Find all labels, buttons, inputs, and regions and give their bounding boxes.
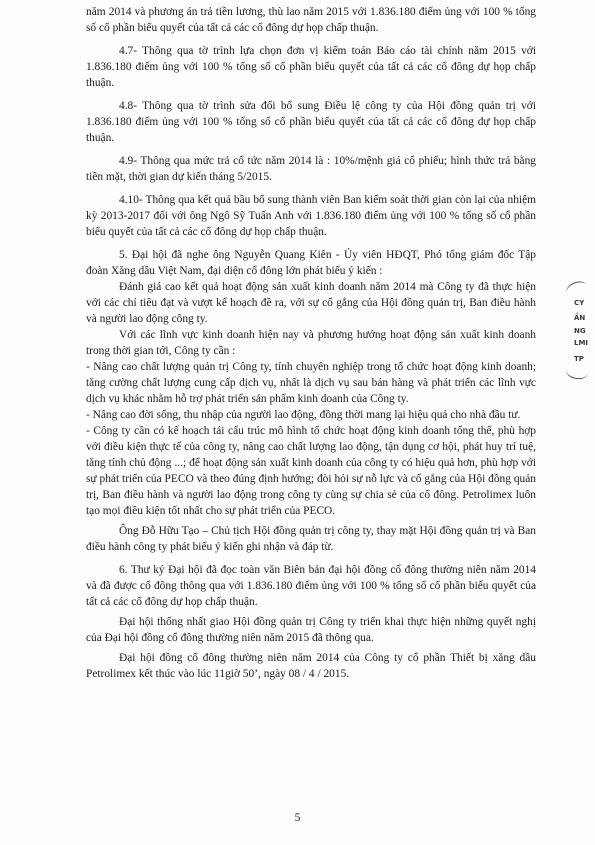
paragraph-4-10: 4.10- Thông qua kết quả bầu bổ sung thành viên Ban kiểm soát thời gian còn lại của nhiệm kỳ 2013-2017 đối với ông Ngô Sỹ Tuấn Anh với 1.836.180 điểm ủng với 100 % tổng số cổ phần biểu quyết của tất cả các cổ đông dự họp chấp thuận. xyxy=(86,194,536,238)
paragraph-4-8: 4.8- Thông qua tờ trình sửa đổi bổ sung Điều lệ công ty của Hội đồng quản trị với 1.836.180 điểm ủng với 100 % tổng số cổ phần biểu quyết của tất cả các cổ đông dự họp chấp thuận. xyxy=(86,100,536,144)
seal-text-line: CY xyxy=(574,299,585,307)
paragraph-directions: Với các lĩnh vực kinh doanh hiện nay và phương hướng hoạt động sản xuất kinh doanh trong thời gian tới, Công ty cần : xyxy=(86,329,536,357)
paragraph-4-7: 4.7- Thông qua tờ trình lựa chọn đơn vị kiểm toán Báo cáo tài chính năm 2015 với 1.836.180 điểm ủng với 100 % tổng số cổ phần biểu quyết của tất cả các cổ đông dự họp chấp thuận. xyxy=(86,45,536,89)
list-item-restructure: - Công ty cần có kế hoạch tái cấu trúc mô hình tổ chức hoạt động kinh doanh tổng thể, phù hợp với điều kiện thực tế của công ty, nâng cao chất lượng lao động, tận dụng cơ hội, phát huy trí tuệ, tăng tính chủ động ...; để hoạt động sản xuất kinh doanh của công ty có hiệu quả hơn, phù hợp với sự phát triển của PECO và theo đúng định hướng; đòi hỏi sự nỗ lực và cố gắng của Hội đồng quản trị, Ban điều hành và người lao động trong công ty cùng sự chia sẻ của cổ đông. Petrolimex luôn tạo mọi điều kiện tốt nhất cho sự phát triển của PECO. xyxy=(86,425,536,517)
list-item-income: - Nâng cao đời sống, thu nhập của người lao động, đồng thời mang lại hiệu quả cho nhà đầu tư. xyxy=(86,409,521,421)
paragraph-5-speaker: 5. Đại hội đã nghe ông Nguyễn Quang Kiên - Ủy viên HĐQT, Phó tổng giám đốc Tập đoàn Xăng dầu Việt Nam, đại diện cổ đông lớn phát biểu ý kiến : xyxy=(86,249,536,277)
seal-text-line: LMI xyxy=(574,339,589,347)
paragraph-6-minutes: 6. Thư ký Đại hội đã đọc toàn văn Biên bản đại hội đồng cổ đông thường niên năm 2014 và đã được cổ đông thông qua với 1.836.180 điểm ủng với 100 % tổng số cổ phần biểu quyết của tất cả các cổ đông dự họp chấp thuận. xyxy=(86,564,536,608)
paragraph-4-9: 4.9- Thông qua mức trả cổ tức năm 2014 là : 10%/mệnh giá cổ phiếu; hình thức trả bằng tiền mặt, thời gian dự kiến tháng 5/2015. xyxy=(86,155,536,183)
page-number: 5 xyxy=(294,812,301,824)
paragraph-implementation: Đại hội thống nhất giao Hội đồng quản trị Công ty triển khai thực hiện những quyết nghị của Đại hội đồng cổ đông thường niên năm 2015 đã thông qua. xyxy=(86,616,536,644)
list-item-governance: - Nâng cao chất lượng quản trị Công ty, tính chuyên nghiệp trong tổ chức hoạt động kinh doanh; tăng cường chất lượng cung cấp dịch vụ, nhất là dịch vụ sau bán hàng và phát triển các lĩnh vực dịch vụ khác nhằm hỗ trợ phát triển sản phẩm kinh doanh của Công ty. xyxy=(86,361,536,405)
document-body xyxy=(86,4,536,682)
paragraph-4-6-continuation: năm 2014 và phương án trả tiền lương, thù lao năm 2015 với 1.836.180 điểm ủng với 100 % tổng số cổ phần biểu quyết của tất cả các cổ đông dự họp chấp thuận. xyxy=(86,6,536,34)
seal-text-line: ẦN xyxy=(574,314,586,322)
paragraph-chairman-response: Ông Đỗ Hữu Tạo – Chủ tịch Hội đồng quản trị công ty, thay mặt Hội đồng quản trị và Ban điều hành công ty phát biểu ý kiến ghi nhận và đáp từ. xyxy=(86,525,536,553)
seal-text-line: NG xyxy=(574,327,586,335)
seal-arc-bottom xyxy=(565,362,589,381)
paragraph-closing: Đại hội đồng cổ đông thường niên năm 2014 của Công ty cổ phần Thiết bị xăng dầu Petrolimex kết thúc vào lúc 11giờ 50’, ngày 08 / 4 / 2015. xyxy=(86,652,536,680)
seal-text-line: TP xyxy=(574,355,584,363)
paragraph-assessment: Đánh giá cao kết quả hoạt động sản xuất kinh doanh năm 2014 mà Công ty đã thực hiện với các chỉ tiêu đạt và vượt kế hoạch đề ra, với sự cố gắng của Hội đồng quản trị, Ban điều hành và người lao động công ty. xyxy=(86,281,536,325)
company-seal-fragment xyxy=(558,282,592,382)
